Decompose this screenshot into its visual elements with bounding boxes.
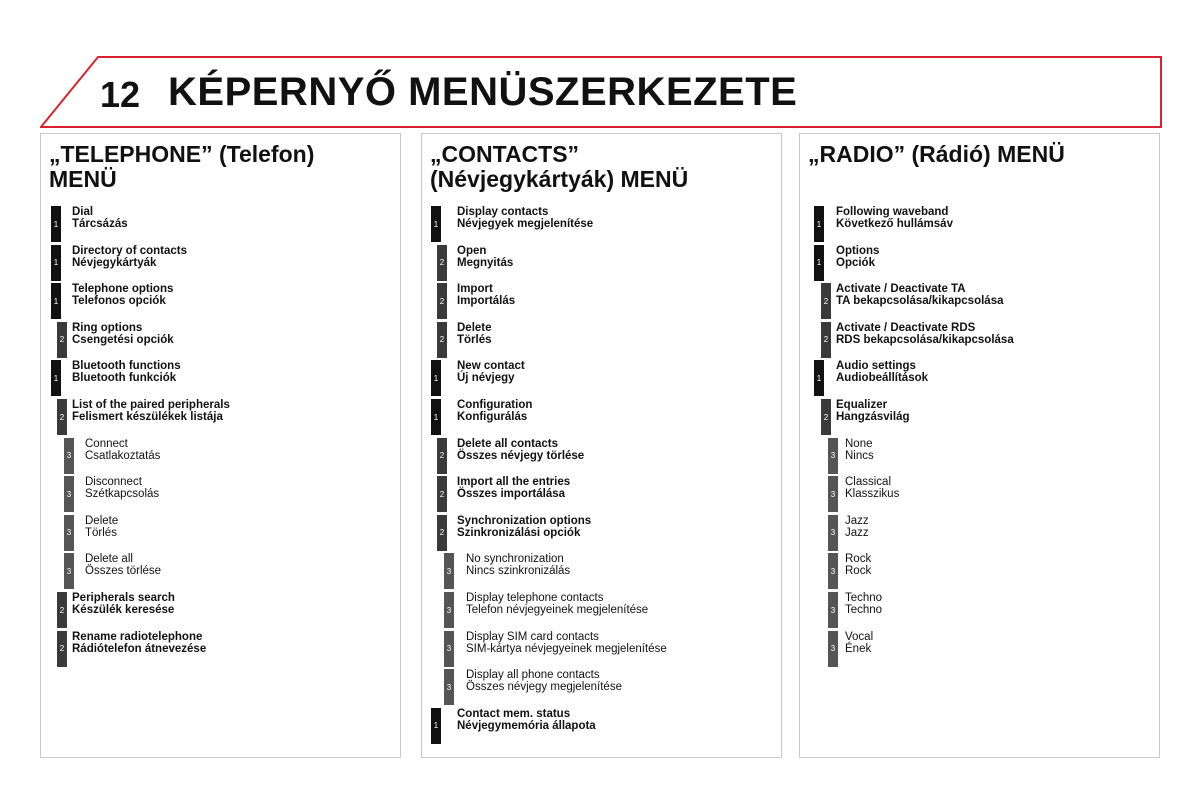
level-badge: 3 bbox=[444, 669, 454, 705]
menu-item-english: Ring options bbox=[72, 321, 143, 334]
level-badge: 1 bbox=[51, 360, 61, 396]
menu-item bbox=[800, 476, 1159, 512]
menu-item-english: Bluetooth functions bbox=[72, 360, 181, 373]
chapter-number: 12 bbox=[100, 74, 141, 115]
menu-item-hungarian: Telefon névjegyeinek megjelenítése bbox=[466, 604, 649, 616]
menu-item bbox=[41, 206, 400, 242]
menu-item-english: New contact bbox=[457, 360, 525, 373]
menu-item-hungarian: Nincs szinkronizálás bbox=[466, 565, 571, 578]
menu-item-english: Delete bbox=[457, 321, 492, 334]
level-badge: 3 bbox=[828, 515, 838, 551]
menu-item-hungarian: TA bekapcsolása/kikapcsolása bbox=[836, 295, 1004, 308]
menu-item bbox=[422, 283, 781, 319]
menu-item-text bbox=[72, 206, 128, 230]
menu-item-english: Dial bbox=[72, 206, 94, 218]
menu-item-hungarian: Felismert készülékek listája bbox=[72, 411, 223, 423]
menu-item-hungarian: Klasszikus bbox=[845, 488, 900, 501]
panel-title bbox=[430, 142, 688, 192]
level-badge: 2 bbox=[821, 399, 831, 435]
menu-item-text bbox=[457, 399, 532, 423]
level-badge: 2 bbox=[437, 245, 447, 281]
level-badge: 2 bbox=[437, 476, 447, 512]
menu-item-hungarian: Telefonos opciók bbox=[72, 295, 166, 308]
menu-item bbox=[422, 399, 781, 435]
menu-item-english: Import bbox=[457, 283, 493, 296]
level-badge: 3 bbox=[828, 631, 838, 667]
menu-item bbox=[422, 515, 781, 551]
menu-item-english: Open bbox=[457, 244, 487, 257]
menu-item-english: Techno bbox=[845, 592, 883, 604]
level-badge: 1 bbox=[814, 245, 824, 281]
menu-item-text bbox=[466, 553, 570, 577]
radio-menu-panel bbox=[799, 133, 1160, 758]
menu-item-text bbox=[85, 476, 159, 500]
menu-item-english: Connect bbox=[85, 437, 128, 450]
menu-item bbox=[800, 553, 1159, 589]
menu-item-hungarian: Törlés bbox=[457, 333, 492, 346]
menu-item-english: No synchronization bbox=[466, 553, 564, 566]
level-badge: 2 bbox=[57, 399, 67, 435]
menu-item-text bbox=[85, 438, 160, 462]
panel-title-line1: „TELEPHONE” (Telefon) bbox=[49, 141, 315, 167]
menu-item-hungarian: Összes törlése bbox=[85, 565, 162, 578]
menu-item-text bbox=[72, 631, 206, 655]
menu-item-english: Vocal bbox=[845, 630, 874, 643]
menu-item bbox=[800, 515, 1159, 551]
menu-item bbox=[41, 245, 400, 281]
level-badge: 1 bbox=[814, 206, 824, 242]
menu-item bbox=[41, 553, 400, 589]
menu-item-english: Display all phone contacts bbox=[466, 669, 600, 682]
panel-title-line1: „RADIO” (Rádió) MENÜ bbox=[808, 141, 1065, 167]
menu-item-text bbox=[845, 592, 882, 616]
level-badge: 2 bbox=[57, 592, 67, 628]
menu-item-hungarian: Techno bbox=[845, 604, 883, 616]
menu-item-english: Activate / Deactivate RDS bbox=[836, 321, 976, 334]
level-badge: 3 bbox=[64, 553, 74, 589]
menu-item-hungarian: RDS bekapcsolása/kikapcsolása bbox=[836, 333, 1014, 346]
level-badge: 2 bbox=[437, 283, 447, 319]
level-badge: 3 bbox=[828, 553, 838, 589]
menu-item bbox=[41, 399, 400, 435]
menu-item bbox=[800, 360, 1159, 396]
menu-item-hungarian: Összes importálása bbox=[457, 488, 566, 501]
menu-item-text bbox=[457, 438, 584, 462]
level-badge: 2 bbox=[437, 322, 447, 358]
menu-item bbox=[800, 399, 1159, 435]
menu-item-text bbox=[457, 206, 593, 230]
menu-item-english: Display SIM card contacts bbox=[466, 630, 599, 643]
menu-item-text bbox=[836, 399, 910, 423]
level-badge: 2 bbox=[57, 631, 67, 667]
menu-item-english: Rock bbox=[845, 553, 872, 566]
menu-item bbox=[422, 669, 781, 705]
menu-item-text bbox=[457, 283, 515, 307]
menu-item bbox=[422, 245, 781, 281]
menu-item-english: Equalizer bbox=[836, 399, 888, 411]
menu-item-english: None bbox=[845, 437, 873, 450]
menu-item bbox=[800, 631, 1159, 667]
menu-item-english: Directory of contacts bbox=[72, 244, 188, 257]
menu-item-hungarian: Törlés bbox=[85, 526, 117, 539]
menu-item-text bbox=[845, 515, 869, 539]
level-badge: 3 bbox=[64, 476, 74, 512]
menu-item-hungarian: Új névjegy bbox=[457, 372, 515, 385]
level-badge: 1 bbox=[814, 360, 824, 396]
menu-item-hungarian: Konfigurálás bbox=[457, 411, 528, 423]
menu-item bbox=[422, 708, 781, 744]
menu-item-text bbox=[72, 245, 187, 269]
level-badge: 3 bbox=[444, 631, 454, 667]
level-badge: 1 bbox=[431, 399, 441, 435]
menu-item bbox=[800, 245, 1159, 281]
menu-item-text bbox=[457, 476, 570, 500]
menu-item-text bbox=[457, 245, 513, 269]
menu-item-english: Audio settings bbox=[836, 360, 916, 373]
menu-item bbox=[800, 322, 1159, 358]
menu-item-text bbox=[457, 360, 525, 384]
menu-item-english: Peripherals search bbox=[72, 592, 175, 604]
menu-item-text bbox=[466, 669, 622, 693]
menu-item bbox=[800, 283, 1159, 319]
level-badge: 1 bbox=[51, 283, 61, 319]
menu-item-text bbox=[466, 631, 667, 655]
menu-item-text bbox=[72, 592, 175, 616]
menu-item bbox=[41, 476, 400, 512]
menu-item-hungarian: Bluetooth funkciók bbox=[72, 372, 177, 385]
menu-item-text bbox=[85, 515, 118, 539]
menu-item-english: Rename radiotelephone bbox=[72, 630, 203, 643]
menu-item-hungarian: Importálás bbox=[457, 295, 516, 308]
menu-item-english: Synchronization options bbox=[457, 514, 592, 527]
menu-item-english: Configuration bbox=[457, 399, 533, 411]
level-badge: 3 bbox=[828, 476, 838, 512]
menu-item bbox=[41, 592, 400, 628]
menu-item bbox=[422, 592, 781, 628]
menu-item-english: Disconnect bbox=[85, 476, 142, 489]
menu-item-hungarian: Összes névjegy törlése bbox=[457, 449, 585, 462]
level-badge: 2 bbox=[57, 322, 67, 358]
menu-item-english: Activate / Deactivate TA bbox=[836, 283, 966, 296]
menu-item bbox=[800, 592, 1159, 628]
menu-item-hungarian: Csatlakoztatás bbox=[85, 449, 161, 462]
menu-item-hungarian: Névjegymemória állapota bbox=[457, 719, 596, 732]
menu-item-hungarian: Következő hullámsáv bbox=[836, 218, 953, 230]
menu-item-hungarian: Összes névjegy megjelenítése bbox=[466, 681, 622, 694]
level-badge: 3 bbox=[64, 515, 74, 551]
menu-item bbox=[422, 206, 781, 242]
menu-item bbox=[422, 322, 781, 358]
menu-item bbox=[41, 438, 400, 474]
menu-item-hungarian: Rock bbox=[845, 565, 872, 578]
menu-item-english: Delete all bbox=[85, 553, 133, 566]
menu-item-english: Display telephone contacts bbox=[466, 592, 604, 604]
level-badge: 2 bbox=[821, 322, 831, 358]
contacts-menu-panel bbox=[421, 133, 782, 758]
level-badge: 2 bbox=[437, 438, 447, 474]
panel-title bbox=[808, 142, 1065, 167]
menu-item-hungarian: Nincs bbox=[845, 449, 874, 462]
menu-item-hungarian: Audiobeállítások bbox=[836, 372, 929, 385]
level-badge: 3 bbox=[444, 553, 454, 589]
menu-item-text bbox=[836, 360, 928, 384]
menu-item-english: Telephone options bbox=[72, 283, 174, 296]
level-badge: 3 bbox=[828, 438, 838, 474]
menu-item bbox=[41, 631, 400, 667]
menu-item-text bbox=[85, 553, 161, 577]
menu-item-hungarian: Rádiótelefon átnevezése bbox=[72, 642, 207, 655]
menu-item bbox=[800, 206, 1159, 242]
menu-item bbox=[422, 360, 781, 396]
menu-item-english: Display contacts bbox=[457, 206, 549, 218]
menu-item-text bbox=[466, 592, 648, 616]
menu-item-text bbox=[845, 631, 873, 655]
menu-item-text bbox=[845, 476, 899, 500]
menu-item-text bbox=[457, 515, 591, 539]
menu-item-text bbox=[72, 283, 173, 307]
menu-item-text bbox=[836, 245, 879, 269]
menu-item-english: Jazz bbox=[845, 514, 869, 527]
menu-item-text bbox=[845, 438, 874, 462]
menu-item-hungarian: Csengetési opciók bbox=[72, 333, 174, 346]
menu-item-text bbox=[836, 283, 1003, 307]
menu-item-english: Delete bbox=[85, 514, 119, 527]
menu-item-hungarian: Névjegyek megjelenítése bbox=[457, 218, 594, 230]
panel-title-line1: „CONTACTS” bbox=[430, 141, 580, 167]
menu-item-text bbox=[457, 322, 492, 346]
menu-item-text bbox=[72, 322, 174, 346]
panel-title-line2: (Névjegykártyák) MENÜ bbox=[430, 166, 689, 192]
level-badge: 1 bbox=[431, 206, 441, 242]
menu-item-english: Delete all contacts bbox=[457, 437, 558, 450]
menu-item-text bbox=[72, 399, 230, 423]
menu-item-hungarian: Névjegykártyák bbox=[72, 256, 157, 269]
menu-item bbox=[41, 360, 400, 396]
menu-item-english: List of the paired peripherals bbox=[72, 399, 230, 411]
menu-item bbox=[41, 283, 400, 319]
menu-item bbox=[422, 553, 781, 589]
telephone-menu-panel bbox=[40, 133, 401, 758]
menu-item-hungarian: SIM-kártya névjegyeinek megjelenítése bbox=[466, 642, 667, 655]
menu-item bbox=[422, 476, 781, 512]
menu-item-hungarian: Megnyitás bbox=[457, 256, 514, 269]
menu-item-hungarian: Opciók bbox=[836, 256, 875, 269]
menu-item-text bbox=[72, 360, 181, 384]
menu-item-text bbox=[457, 708, 596, 732]
menu-item-hungarian: Jazz bbox=[845, 526, 869, 539]
menu-item-text bbox=[836, 206, 953, 230]
menu-item-hungarian: Tárcsázás bbox=[72, 218, 128, 230]
menu-item bbox=[41, 515, 400, 551]
menu-item bbox=[800, 438, 1159, 474]
menu-item bbox=[422, 631, 781, 667]
menu-item-text bbox=[845, 553, 871, 577]
menu-item-hungarian: Ének bbox=[845, 642, 872, 655]
menu-item-hungarian: Hangzásvilág bbox=[836, 411, 910, 423]
menu-item-english: Contact mem. status bbox=[457, 707, 571, 720]
menu-item-english: Classical bbox=[845, 476, 892, 489]
menu-item-hungarian: Szinkronizálási opciók bbox=[457, 526, 581, 539]
menu-item-text bbox=[836, 322, 1014, 346]
menu-item bbox=[422, 438, 781, 474]
menu-item-hungarian: Készülék keresése bbox=[72, 604, 175, 616]
level-badge: 2 bbox=[821, 283, 831, 319]
chapter-title: KÉPERNYŐ MENÜSZERKEZETE bbox=[168, 70, 798, 114]
level-badge: 1 bbox=[51, 206, 61, 242]
menu-item-english: Following waveband bbox=[836, 206, 949, 218]
menu-item bbox=[41, 322, 400, 358]
menu-item-hungarian: Szétkapcsolás bbox=[85, 488, 160, 501]
menu-item-english: Options bbox=[836, 244, 880, 257]
level-badge: 3 bbox=[828, 592, 838, 628]
panel-title bbox=[49, 142, 314, 192]
panel-title-line2: MENÜ bbox=[49, 166, 117, 192]
menu-item-english: Import all the entries bbox=[457, 476, 571, 489]
level-badge: 1 bbox=[51, 245, 61, 281]
level-badge: 3 bbox=[64, 438, 74, 474]
level-badge: 3 bbox=[444, 592, 454, 628]
level-badge: 2 bbox=[437, 515, 447, 551]
level-badge: 1 bbox=[431, 708, 441, 744]
level-badge: 1 bbox=[431, 360, 441, 396]
